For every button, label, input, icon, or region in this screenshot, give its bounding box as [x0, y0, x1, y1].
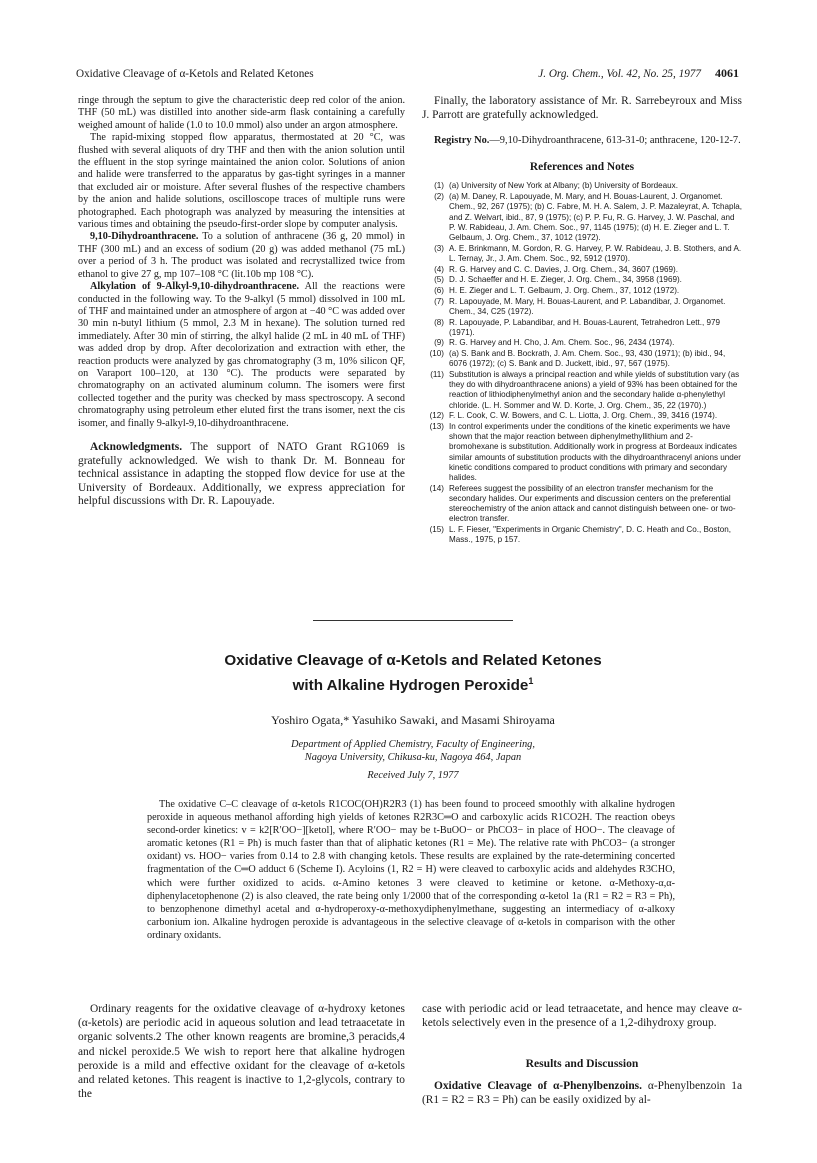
section-heading: Results and Discussion	[525, 1057, 639, 1070]
subsection-text: α-Phenylbenzoin 1a (R1 = R2 = R3 = Ph) can be easily oxidized by al-	[422, 1080, 743, 1107]
intro-paragraph-continued: case with periodic acid or lead tetraacetate, and hence may cleave α-ketols selectively even in the presence of a 1,2-dihydroxy group.	[422, 1003, 742, 1030]
subsection-heading: Oxidative Cleavage of α-Phenylbenzoins.	[434, 1080, 642, 1092]
running-header-title: Oxidative Cleavage of α-Ketols and Related Ketones	[76, 68, 314, 80]
section-divider	[313, 620, 513, 621]
page-number: 4061	[715, 66, 739, 80]
reference-text: (a) University of New York at Albany; (b) University of Bordeaux.	[449, 181, 678, 191]
affiliation-line: Nagoya University, Chikusa-ku, Nagoya 464, Japan	[304, 752, 522, 763]
reference-item	[422, 192, 742, 243]
registry-heading: Registry No.	[434, 134, 490, 146]
reference-number: (7)	[434, 296, 444, 306]
references-heading: References and Notes	[529, 161, 635, 173]
paragraph-heading: 9,10-Dihydroanthracene.	[90, 231, 199, 243]
title-line	[120, 671, 706, 696]
reference-number: (1)	[434, 181, 444, 191]
reference-item	[422, 265, 742, 275]
reference-list	[422, 181, 742, 545]
reference-text: A. E. Brinkmann, M. Gordon, R. G. Harvey, P. W. Rabideau, J. B. Stothers, and A. L. Ternay, Jr., J. Am. Chem. Soc., 92, 5912 (1970).	[449, 243, 742, 263]
paragraph-text: All the reactions were conducted in the following way. To the 9-alkyl (5 mmol) dissolved in 100 mL of THF and maintained under an atmosphere of argon at −40 °C was added over 30 min n-butyl lithium (5 mmol, 2.3 M in hexane). The solution turned red immediately. After 30 min of stirring, the alkyl halide (2 mL in 40 mL of THF) was added drop by drop. After decolorization and extraction with ether, the reaction products were analyzed by gas chromatography (3 m, 10% silicon QF, on Varaport 100–120, at 130 °C). The products were separated by chromatography on an activated aluminum column. The isomers were first collected together and the purity was checked by mass spectroscopy. A second chromatography using petroleum ether eluted first the trans isomer, next the cis isomer, and finally 9-alkyl-9,10-dihydroanthracene.	[78, 281, 405, 429]
reference-item	[422, 411, 742, 421]
reference-item	[422, 338, 742, 348]
reference-text: (a) S. Bank and B. Bockrath, J. Am. Chem. Soc., 93, 430 (1971); (b) ibid., 94, 6076 (1972); (c) S. Bank and D. Juckett, ibid., 97, 567 (1975).	[449, 349, 726, 369]
article-title	[120, 650, 706, 696]
reference-text: H. E. Zieger and L. T. Gelbaum, J. Org. Chem., 37, 1012 (1972).	[449, 285, 680, 295]
affiliation	[120, 738, 706, 764]
reference-text: In control experiments under the conditions of the kinetic experiments we have shown that the major reaction between diphenylmethyllithium and 2-bromohexane is substitution. Additionally work in progress at Bordeaux indicates similar amounts of substitution products with the dihydroanthracenyl anions under kinetic conditions compared to product conditions with primary and secondary halides.	[449, 422, 741, 483]
reference-number: (12)	[429, 411, 444, 421]
affiliation-line: Department of Applied Chemistry, Faculty of Engineering,	[291, 739, 535, 750]
reference-number: (3)	[434, 243, 444, 253]
paragraph: The rapid-mixing stopped flow apparatus, thermostated at 20 °C, was flushed with several aliquots of dry THF and then with the anion solution until the effluent in the stop syringe maintained the anion color. Solutions of anion and halide were transferred to the apparatus by gas-tight syringes in a manner that excluded air or moisture. After several flushes of the respective chambers by the anion and halide solutions, oscilloscope traces of multiple runs were photographed. Each photograph was analyzed by measuring the intensities at various times and obtaining the pseudo-first-order slope by computer analysis.	[78, 132, 405, 231]
reference-item	[422, 181, 742, 191]
paragraph-heading: Alkylation of 9-Alkyl-9,10-dihydroanthracene.	[90, 281, 300, 293]
registry-numbers	[422, 135, 742, 147]
right-column	[422, 95, 742, 546]
title-text: with Alkaline Hydrogen Peroxide	[292, 677, 529, 695]
reference-number: (15)	[429, 525, 444, 535]
paragraph-text: To a solution of anthracene (36 g, 20 mmol) in THF (300 mL) and an excess of sodium (20 g) was added methanol (75 mL) over a period of 3 h. The product was isolated and recrystallized twice from ethanol to give 27 g, mp 107–108 °C (lit.10b mp 108 °C).	[78, 231, 405, 280]
reference-number: (4)	[434, 264, 444, 274]
reference-item	[422, 484, 742, 525]
subsection-paragraph	[422, 1079, 742, 1107]
journal-citation: J. Org. Chem., Vol. 42, No. 25, 1977	[538, 68, 701, 80]
left-column	[78, 95, 405, 509]
paragraph	[78, 231, 405, 281]
reference-item	[422, 286, 742, 296]
paragraph: Finally, the laboratory assistance of Mr. R. Sarrebeyroux and Miss J. Parrott are gratefully acknowledged.	[422, 95, 742, 121]
acknowledgments-text: The support of NATO Grant RG1069 is gratefully acknowledged. We wish to thank Dr. M. Bonneau for technical assistance in adapting the stopped flow device for use at the University of Bordeaux. Additionally, we express appreciation for helpful discussions with Dr. R. Lapouyade.	[78, 440, 405, 508]
reference-item	[422, 422, 742, 483]
abstract: The oxidative C–C cleavage of α-ketols R1COC(OH)R2R3 (1) has been found to proceed smoothly with alkaline hydrogen peroxide in aqueous methanol affording high yields of ketones R2R3C═O and carboxylic acids R1CO2H. The reaction obeys second-order kinetics: v = k2[R′OO−][ketol], where R′OO− may be t-BuOO− or PhCO3− in place of HOO−. The cleavage of aromatic ketones (R1 = Ph) is much faster than that of aliphatic ketones (R1 = Me). The relative rate with PhCO3− (a stronger oxidant) vs. HOO− varies from 0.14 to 2.8 with changing ketols. These results are explained by the rate-determining concerted fragmentation of the C═O adduct 6 (Scheme I). Acyloins (1, R2 = H) were cleaved to carboxylic acids and aldehydes R3CHO, which were further oxidized to acids. α-Amino ketones 3 were cleaved to ketimine or ketone. α-Methoxy-α,α-diphenylacetophenone (2) is also cleaved, the rate being only 1/2000 that of the corresponding α-ketol 1a (R1 = R2 = R3 = Ph), to benzophenone dimethyl acetal and α-hydroperoxy-α-methoxydiphenylmethane, suggesting an intermediacy of α-alkoxy carbonium ion. Alkaline hydrogen peroxide is advantageous in the selective cleavage of α-ketols in comparison with the other ordinary oxidants.	[147, 799, 675, 941]
reference-item	[422, 244, 742, 264]
reference-number: (10)	[429, 349, 444, 359]
reference-text: R. Lapouyade, M. Mary, H. Bouas-Laurent, and P. Labandibar, J. Organomet. Chem., 34, C25 (1972).	[449, 296, 726, 316]
reference-item	[422, 349, 742, 369]
reference-text: L. F. Fieser, "Experiments in Organic Chemistry", D. C. Heath and Co., Boston, Mass., 1975, p 157.	[449, 525, 731, 545]
acknowledgments	[78, 441, 405, 509]
reference-number: (9)	[434, 338, 444, 348]
reference-number: (5)	[434, 275, 444, 285]
running-header-journal	[538, 66, 739, 81]
reference-number: (13)	[429, 422, 444, 432]
title-line: Oxidative Cleavage of α-Ketols and Related Ketones	[224, 652, 602, 669]
reference-text: R. G. Harvey and C. C. Davies, J. Org. Chem., 34, 3607 (1969).	[449, 264, 678, 274]
intro-paragraph: Ordinary reagents for the oxidative cleavage of α-hydroxy ketones (α-ketols) are periodic acid in aqueous solution and lead tetraacetate in organic solvents.2 The other known reagents are bromine,3 peracids,4 and nickel peroxide.5 We wish to report here that alkaline hydrogen peroxide is a mild and effective oxidant for the cleavage of α-ketols and related ketones. This reagent is inactive to 1,2-glycols, contrary to the	[78, 1003, 405, 1101]
paragraph	[78, 281, 405, 430]
reference-item	[422, 275, 742, 285]
reference-text: R. Lapouyade, P. Labandibar, and H. Bouas-Laurent, Tetrahedron Lett., 979 (1971).	[449, 317, 721, 337]
reference-number: (8)	[434, 317, 444, 327]
reference-item	[422, 297, 742, 317]
reference-number: (6)	[434, 285, 444, 295]
reference-text: D. J. Schaeffer and H. E. Zieger, J. Org. Chem., 34, 3958 (1969).	[449, 275, 682, 285]
reference-item	[422, 318, 742, 338]
registry-text: —9,10-Dihydroanthracene, 613-31-0; anthracene, 120-12-7.	[489, 134, 741, 146]
reference-number: (2)	[434, 192, 444, 202]
reference-item	[422, 525, 742, 545]
footnote-marker: 1	[528, 676, 534, 686]
received-date: Received July 7, 1977	[367, 770, 459, 781]
reference-item	[422, 370, 742, 411]
reference-text: (a) M. Daney, R. Lapouyade, M. Mary, and H. Bouas-Laurent, J. Organomet. Chem., 92, 267 (1975); (b) C. Fabre, M. H. A. Salem, J. P. Mazaleyrat, A. Tchapla, and Z. Welvart, ibid., 87, 9 (1975); (c) P. P. Fu, R. G. Harvey, J. W. Paschal, and P. W. Rabideau, J. Am. Chem. Soc., 97, 1145 (1975); (d) H. E. Zieger and L. T. Gelbaum, J. Org. Chem., 37, 1012 (1972).	[449, 192, 743, 242]
authors: Yoshiro Ogata,* Yasuhiko Sawaki, and Masami Shiroyama	[271, 713, 555, 727]
reference-text: F. L. Cook, C. W. Bowers, and C. L. Liotta, J. Org. Chem., 39, 3416 (1974).	[449, 411, 718, 421]
reference-number: (14)	[429, 483, 444, 493]
reference-text: Substitution is always a principal reaction and while yields of substitution vary (as they do with dihydroanthracene anions) a yield of 93% has been obtained for the reaction of lithiodiphenylmethyl anion and the secondary halide α-phenylethyl chloride. (L. H. Sommer and W. D. Korte, J. Org. Chem., 35, 22 (1970).)	[449, 370, 740, 410]
acknowledgments-heading: Acknowledgments.	[90, 440, 183, 453]
reference-text: Referees suggest the possibility of an electron transfer mechanism for the secondary halides. Our experiments and discussion centers on the preferential stereochemistry of the anion attack and cannot distinguish between one- or two-electron transfer.	[449, 483, 736, 524]
paragraph: ringe through the septum to give the characteristic deep red color of the anion. THF (50 mL) was distilled into another side-arm flask containing a carefully weighed amount of halide (1.0 to 10.0 mmol) also under an argon atmosphere.	[78, 95, 405, 131]
reference-text: R. G. Harvey and H. Cho, J. Am. Chem. Soc., 96, 2434 (1974).	[449, 338, 675, 348]
reference-number: (11)	[430, 370, 444, 380]
